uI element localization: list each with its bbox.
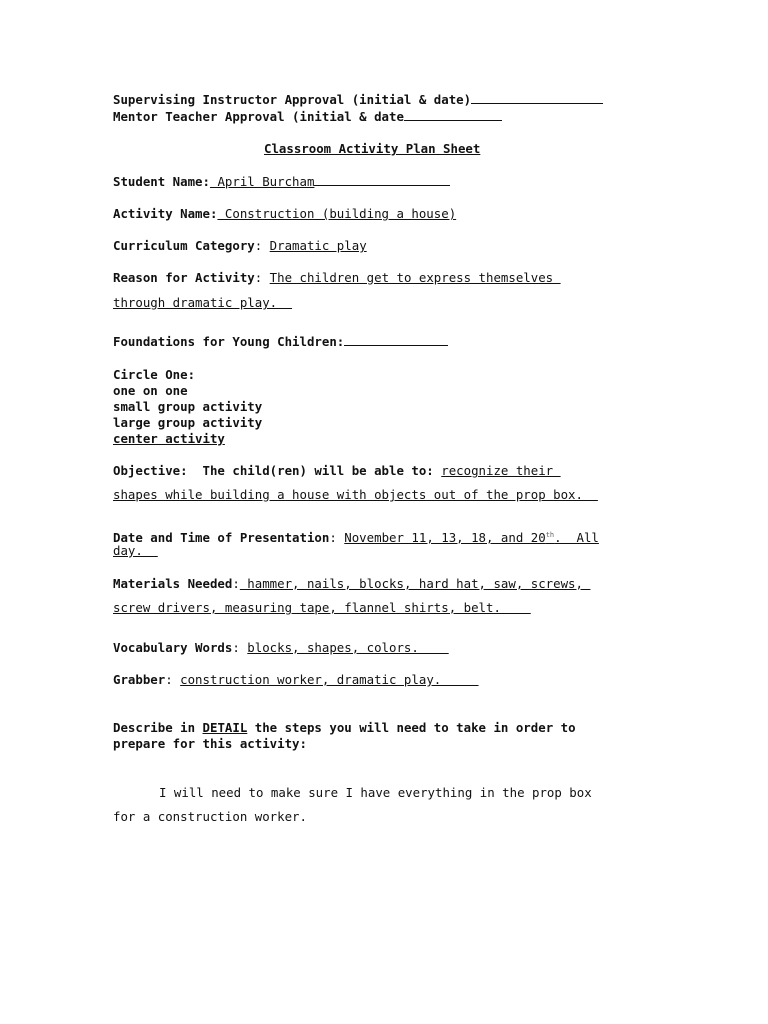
grabber-label: Grabber xyxy=(113,672,166,687)
date-time-ordinal: th xyxy=(545,531,555,539)
supervising-approval-blank xyxy=(471,93,603,104)
date-time-value-tail: . All xyxy=(554,530,599,545)
steps-paragraph-line-1: I will need to make sure I have everything in the prop box xyxy=(159,785,592,800)
grabber-value: construction worker, dramatic play. xyxy=(180,672,479,687)
describe-prompt-start: Describe in xyxy=(113,720,203,735)
student-name-blank xyxy=(314,175,450,186)
date-time-label: Date and Time of Presentation xyxy=(113,530,330,545)
objective-line-1: recognize their xyxy=(441,463,561,478)
student-name-field xyxy=(113,174,450,190)
objective-label: Objective: The child(ren) will be able to: xyxy=(113,463,434,478)
reason-line-2: through dramatic play. xyxy=(113,295,293,310)
describe-prompt-emphasis: DETAIL xyxy=(202,720,248,735)
materials-line-1: hammer, nails, blocks, hard hat, saw, screws, xyxy=(239,576,591,591)
date-time-value xyxy=(344,530,599,545)
circle-option-center-activity: center activity xyxy=(113,431,225,446)
page-title: Classroom Activity Plan Sheet xyxy=(264,141,481,156)
activity-name-value: Construction (building a house) xyxy=(217,206,457,221)
curriculum-category-field: Curriculum Category: Dramatic play xyxy=(113,238,367,253)
steps-paragraph-line-2: for a construction worker. xyxy=(113,809,307,824)
reason-label: Reason for Activity xyxy=(113,270,255,285)
describe-prompt-line-2: prepare for this activity: xyxy=(113,736,307,751)
mentor-approval-line xyxy=(113,109,502,125)
describe-prompt-end: the steps you will need to take in order to xyxy=(247,720,576,735)
materials-line-2: screw drivers, measuring tape, flannel shirts, belt. xyxy=(113,600,531,615)
materials-field: Materials Needed: hammer, nails, blocks, hard hat, saw, screws, xyxy=(113,576,591,591)
activity-name-field xyxy=(113,206,456,222)
circle-option-large-group: large group activity xyxy=(113,415,263,430)
reason-field: Reason for Activity: The children get to express themselves xyxy=(113,270,561,285)
student-name-value: April Burcham xyxy=(209,174,315,189)
date-time-value-main: November 11, 13, 18, and 20 xyxy=(344,530,546,545)
foundations-blank xyxy=(344,335,448,346)
supervising-approval-line xyxy=(113,92,603,108)
activity-name-label: Activity Name: xyxy=(113,206,218,221)
foundations-field xyxy=(113,334,448,350)
materials-label: Materials Needed xyxy=(113,576,233,591)
curriculum-category-label: Curriculum Category xyxy=(113,238,255,253)
reason-line-1: The children get to express themselves xyxy=(269,270,561,285)
vocabulary-field: Vocabulary Words: blocks, shapes, colors. xyxy=(113,640,449,655)
objective-field xyxy=(113,463,561,479)
mentor-approval-blank xyxy=(404,110,502,121)
student-name-label: Student Name: xyxy=(113,174,210,189)
date-time-field: Date and Time of Presentation: November 11, 13, 18, and 20th. All xyxy=(113,530,599,545)
circle-option-one-on-one: one on one xyxy=(113,383,188,398)
vocabulary-value: blocks, shapes, colors. xyxy=(247,640,449,655)
objective-line-2: shapes while building a house with objects out of the prop box. xyxy=(113,487,598,502)
circle-one-label: Circle One: xyxy=(113,367,196,382)
circle-option-small-group: small group activity xyxy=(113,399,263,414)
mentor-approval-label: Mentor Teacher Approval (initial & date xyxy=(113,109,404,124)
describe-prompt xyxy=(113,720,576,736)
vocabulary-label: Vocabulary Words xyxy=(113,640,233,655)
grabber-field: Grabber: construction worker, dramatic play. xyxy=(113,672,479,687)
foundations-label: Foundations for Young Children: xyxy=(113,334,345,349)
date-time-line-2: day. xyxy=(113,543,158,558)
curriculum-category-value: Dramatic play xyxy=(269,238,367,253)
supervising-approval-label: Supervising Instructor Approval (initial & date) xyxy=(113,92,472,107)
